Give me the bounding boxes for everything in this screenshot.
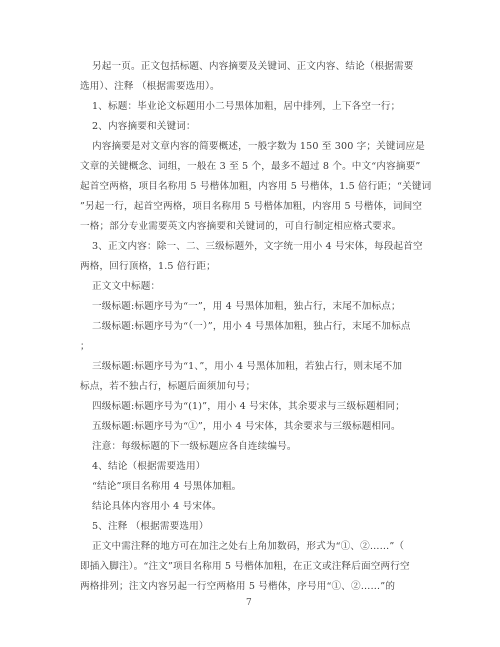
text-line: 1、标题：毕业论文标题用小二号黑体加粗，居中排列，上下各空一行； bbox=[92, 101, 401, 112]
text-line: 另起一页。正文包括标题、内容摘要及关键词、正文内容、结论（根据需要 bbox=[92, 61, 414, 72]
text-line: 两格，回行顶格，1.5 倍行距； bbox=[80, 261, 216, 272]
text-line: 2、内容摘要和关键词： bbox=[92, 121, 196, 132]
text-line: 即插入脚注）。“注文”项目名称用 5 号楷体加粗，在正文或注释后面空两行空 bbox=[80, 561, 410, 572]
text-line: 正文文中标题： bbox=[92, 281, 161, 292]
text-line: 内容摘要是对文章内容的简要概述，一般字数为 150 至 300 字；关键词应是 bbox=[92, 141, 425, 152]
text-line: 二级标题:标题序号为“（一）”，用小 4 号黑体加粗，独占行，末尾不加标点 bbox=[92, 321, 411, 332]
text-line: 正文中需注释的地方可在加注之处右上角加数码，形式为“①、②……”（ bbox=[92, 541, 405, 552]
text-line: “结论”项目名称用 4 号黑体加粗。 bbox=[92, 481, 242, 492]
text-line: ； bbox=[80, 341, 90, 352]
text-line: 选用）、注释 （根据需要选用）。 bbox=[80, 81, 220, 92]
text-line: 三级标题:标题序号为“1、”，用小 4 号黑体加粗，若独占行，则末尾不加 bbox=[92, 361, 403, 372]
text-line: 文章的关键概念、词组，一般在 3 至 5 个，最多不超过 8 个。中文“内容摘要” bbox=[80, 161, 421, 172]
page-number: 7 bbox=[246, 598, 252, 608]
text-line: 3、正文内容：除一、二、三级标题外，文字统一用小 4 号宋体，每段起首空 bbox=[92, 241, 423, 252]
text-line: 5、注释 （根据需要选用） bbox=[92, 521, 209, 532]
text-line: 结论具体内容用小 4 号宋体。 bbox=[92, 501, 222, 512]
text-line: 标点，若不独占行，标题后面须加句号； bbox=[80, 381, 256, 392]
text-line: ”另起一行，起首空两格，项目名称用 5 号楷体加粗，内容用 5 号楷体，词间空 bbox=[80, 201, 423, 212]
text-line: 五级标题:标题序号为“①”，用小 4 号宋体，其余要求与三级标题相同。 bbox=[92, 421, 401, 432]
text-line: 四级标题:标题序号为“(1)”，用小 4 号宋体，其余要求与三级标题相同； bbox=[92, 401, 406, 412]
text-line: 注意：每级标题的下一级标题应各自连续编号。 bbox=[92, 441, 297, 452]
text-line: 一格；部分专业需要英文内容摘要和关键词的，可自行制定相应格式要求。 bbox=[80, 221, 402, 232]
text-line: 4、结论（根据需要选用） bbox=[92, 461, 206, 472]
text-line: 一级标题:标题序号为“一”，用 4 号黑体加粗，独占行，末尾不加标点； bbox=[92, 301, 401, 312]
text-line: 两格排列；注文内容另起一行空两格用 5 号楷体，序号用“①、②……”的 bbox=[80, 581, 396, 592]
text-line: 起首空两格，项目名称用 5 号楷体加粗，内容用 5 号楷体，1.5 倍行距；“关键词 bbox=[80, 181, 432, 192]
